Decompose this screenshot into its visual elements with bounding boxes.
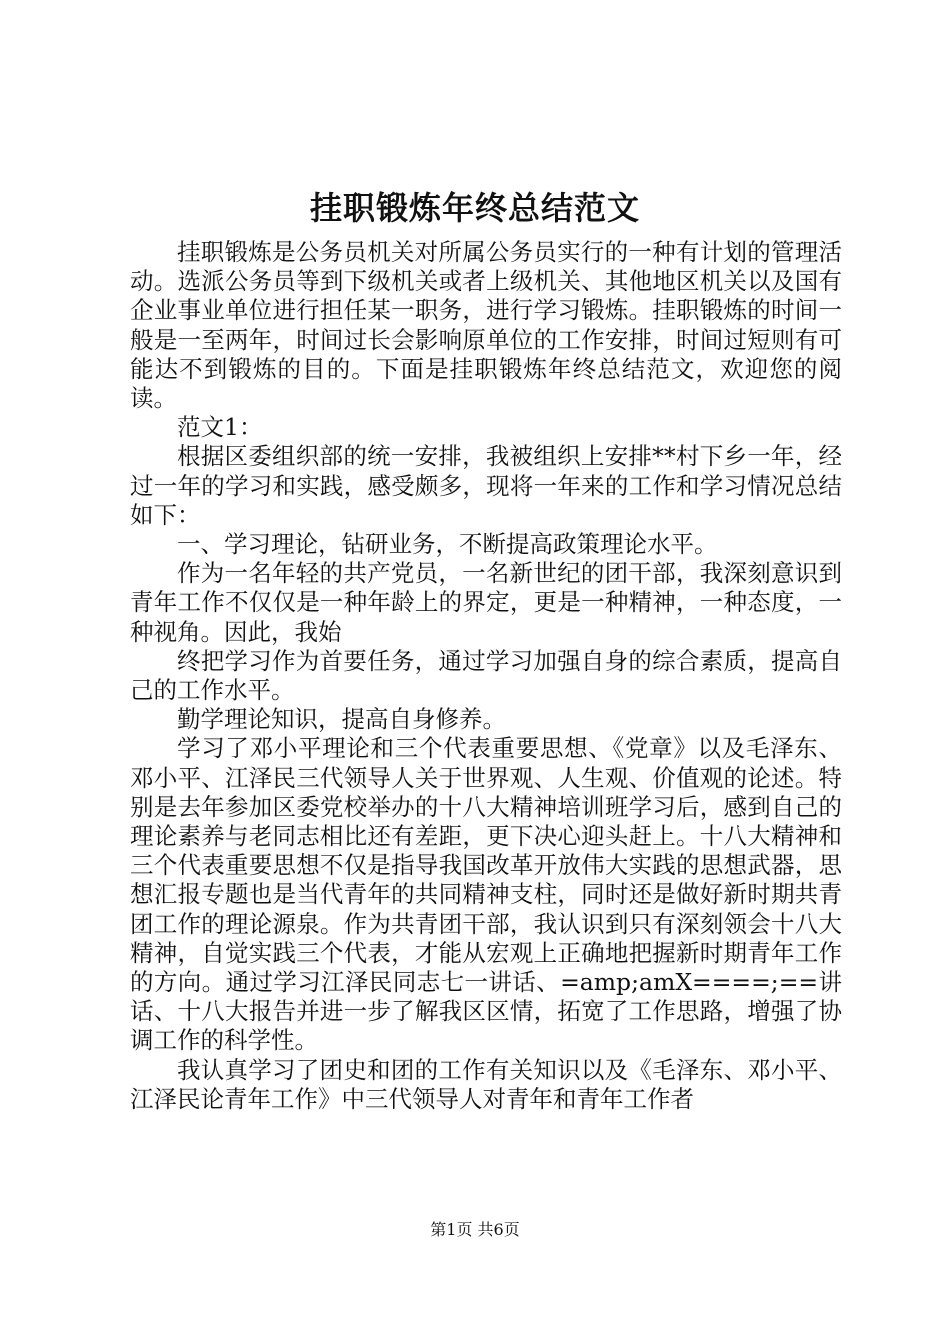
document-body bbox=[130, 238, 842, 1114]
paragraph-league-history: 我认真学习了团史和团的工作有关知识以及《毛泽东、邓小平、江泽民论青年工作》中三代领导人对青年和青年工作者 bbox=[130, 1055, 842, 1113]
paragraph-heading-one: 一、学习理论，钻研业务，不断提高政策理论水平。 bbox=[177, 530, 718, 559]
paragraph-sample-label: 范文1： bbox=[177, 413, 263, 442]
paragraph-opening: 根据区委组织部的统一安排，我被组织上安排**村下乡一年，经过一年的学习和实践，感受颇多，现将一年来的工作和学习情况总结如下： bbox=[130, 442, 842, 529]
paragraph-youth-work: 作为一名年轻的共产党员，一名新世纪的团干部，我深刻意识到青年工作不仅仅是一种年龄上的界定，更是一种精神，一种态度，一种视角。因此，我始 bbox=[130, 559, 842, 646]
page-footer: 第1页 共6页 bbox=[430, 1220, 520, 1239]
paragraph-theory-study: 学习了邓小平理论和三个代表重要思想、《党章》以及毛泽东、邓小平、江泽民三代领导人关于世界观、人生观、价值观的论述。特别是去年参加区委党校举办的十八大精神培训班学习后，感到自己的理论素养与老同志相比还有差距，更下决心迎头赶上。十八大精神和三个代表重要思想不仅是指导我国改革开放伟大实践的思想武器，思想汇报专题也是当代青年的共同精神支柱，同时还是做好新时期共青团工作的理论源泉。作为共青团干部，我认识到只有深刻领会十八大精神，自觉实践三个代表，才能从宏观上正确地把握新时期青年工作的方向。通过学习江泽民同志七一讲话、=amp;amX====;==讲话、十八大报告并进一步了解我区区情，拓宽了工作思路，增强了协调工作的科学性。 bbox=[130, 734, 842, 1055]
paragraph-subheading: 勤学理论知识，提高自身修养。 bbox=[177, 705, 506, 734]
document-title: 挂职锻炼年终总结范文 bbox=[309, 189, 640, 227]
paragraph-intro: 挂职锻炼是公务员机关对所属公务员实行的一种有计划的管理活动。选派公务员等到下级机关或者上级机关、其他地区机关以及国有企业事业单位进行担任某一职务，进行学习锻炼。挂职锻炼的时间一般是一至两年，时间过长会影响原单位的工作安排，时间过短则有可能达不到锻炼的目的。下面是挂职锻炼年终总结范文，欢迎您的阅读。 bbox=[130, 238, 842, 413]
paragraph-study-priority: 终把学习作为首要任务，通过学习加强自身的综合素质，提高自己的工作水平。 bbox=[130, 646, 842, 705]
